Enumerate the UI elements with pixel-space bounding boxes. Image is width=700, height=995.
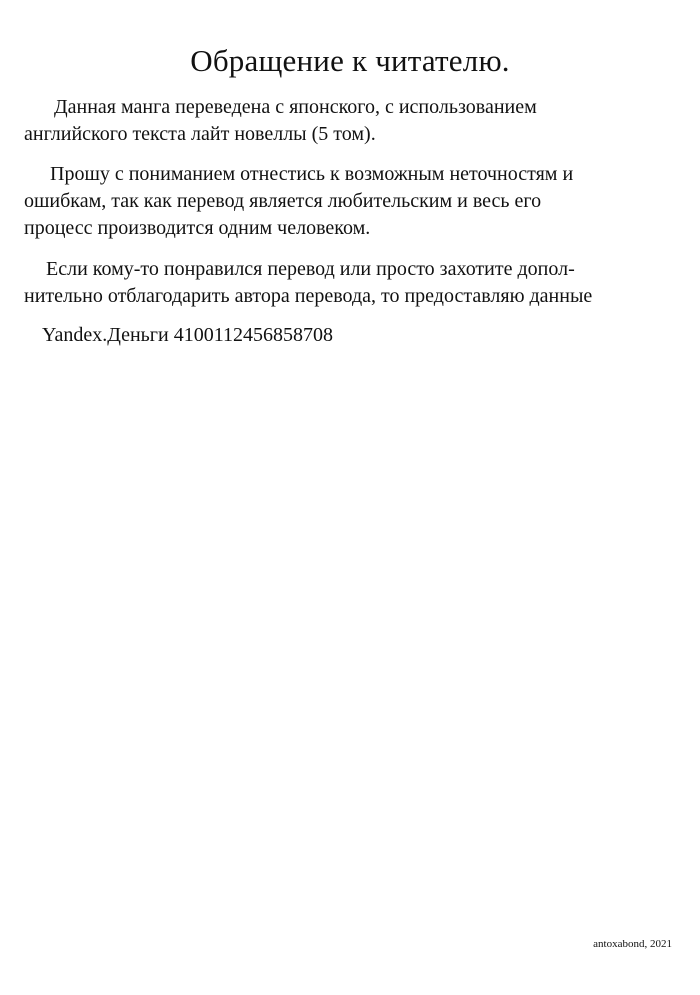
paragraph-line: Если кому-то понравился перевод или просто захотите допол- — [46, 258, 575, 280]
paragraph-apology — [24, 161, 684, 242]
paragraph-line: Данная манга переведена с японского, с использованием — [54, 96, 537, 118]
payment-line: Yandex.Деньги 4100112456858708 — [42, 324, 333, 346]
paragraph-line: ошибкам, так как перевод является любительским и весь его — [24, 190, 542, 212]
paragraph-line: английского текста лайт новеллы (5 том). — [24, 123, 376, 145]
credit-signature: antoxabond, 2021 — [593, 938, 672, 950]
paragraph-line: процесс производится одним человеком. — [24, 217, 371, 239]
paragraph-line: нительно отблагодарить автора перевода, то предоставляю данные — [24, 285, 593, 307]
payment-details — [24, 322, 684, 349]
paragraph-translation-note — [24, 94, 684, 148]
paragraph-thanks — [24, 256, 684, 310]
paragraph-line: Прошу с пониманием отнестись к возможным неточностям и — [50, 163, 574, 185]
page-title: Обращение к читателю. — [190, 43, 510, 78]
